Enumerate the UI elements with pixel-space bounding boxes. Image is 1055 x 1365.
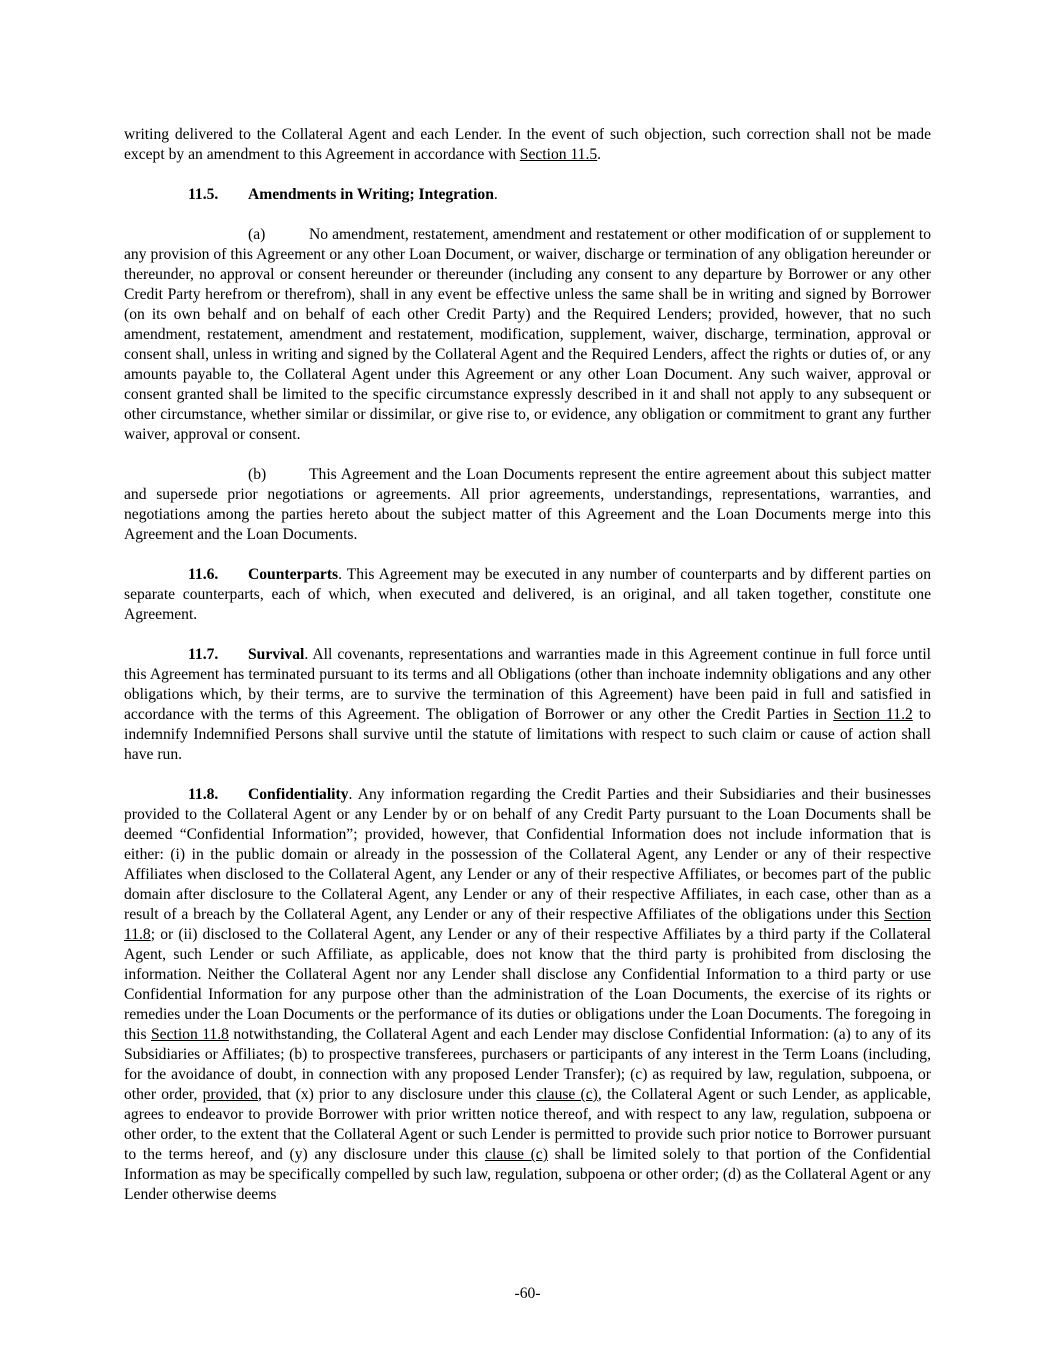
text: .: [493, 186, 498, 203]
text: writing delivered to the Collateral Agent and each Lender. In the event of such objection, such correction shall not be made except by an amendment to this Agreement in accordance with: [124, 126, 931, 163]
section-11-5-a-paragraph: [124, 225, 931, 445]
section-reference: Section 11.5: [519, 146, 598, 163]
section-reference: Section 11.8: [124, 906, 931, 943]
section-title: Confidentiality: [248, 786, 349, 803]
continuation-paragraph: [124, 125, 931, 165]
text: This Agreement and the Loan Documents represent the entire agreement about this subject matter and supersede prior negotiations or agreements. All prior agreements, understandings, representations, warranties, and negotiations among the parties hereto about the subject matter of this Agreement and the Loan Documents merge into this Agreement and the Loan Documents.: [124, 466, 931, 543]
section-title: Counterparts: [248, 566, 339, 583]
text: . Any information regarding the Credit Parties and their Subsidiaries and their businesses provided to the Collateral Agent or any Lender by or on behalf of any Credit Party pursuant to the Loan Documents shall be deemed “Confidential Information”; provided, however, that Confidential Information does not include information that is either: (i) in the public domain or already in the possession of the Collateral Agent, any Lender or any of their respective Affiliates when disclosed to the Collateral Agent, any Lender or any of their respective Affiliates, or becomes part of the public domain after disclosure to the Collateral Agent, any Lender or any of their respective Affiliates, in each case, other than as a result of a breach by the Collateral Agent, any Lender or any of their respective Affiliates of the obligations under this: [124, 786, 931, 923]
clause-reference: clause (c): [536, 1086, 598, 1103]
clause-reference: clause (c): [484, 1146, 548, 1163]
section-11-5-b-paragraph: [124, 465, 931, 545]
section-number: 11.7.: [188, 646, 219, 663]
text: . This Agreement may be executed in any number of counterparts and by different parties on separate counterparts, each of which, when executed and delivered, is an original, and all taken together, constitute one Agreement.: [124, 566, 931, 623]
text: , the Collateral Agent or such Lender, as applicable, agrees to endeavor to provide Borrower with prior written notice thereof, and with respect to any law, regulation, subpoena or other order, to the extent that the Collateral Agent or such Lender is permitted to provide such prior notice to Borrower pursuant to the terms hereof, and (y) any disclosure under this: [124, 1086, 931, 1163]
section-11-6-paragraph: [124, 565, 931, 625]
subsection-label: (a): [248, 226, 266, 243]
text: .: [597, 146, 602, 163]
page-number: -60-: [514, 1285, 541, 1302]
section-number: 11.6.: [188, 566, 219, 583]
section-number: 11.8.: [188, 786, 219, 803]
section-title: Survival: [248, 646, 305, 663]
text: ; or (ii) disclosed to the Collateral Agent, any Lender or any of their respective Affiliates by a third party if the Collateral Agent, such Lender or such Affiliate, as applicable, does not know that the third party is prohibited from disclosing the information. Neither the Collateral Agent nor any Lender shall disclose any Confidential Information to a third party or use Confidential Information for any purpose other than the administration of the Loan Documents, the exercise of its rights or remedies under the Loan Documents or the performance of its duties or obligations under the Loan Documents. The foregoing in this: [124, 926, 931, 1043]
section-reference: Section 11.8: [150, 1026, 229, 1043]
section-number: 11.5.: [188, 186, 219, 203]
subsection-label: (b): [248, 466, 267, 483]
underlined-term: provided: [202, 1086, 259, 1103]
section-11-5-heading: [124, 185, 931, 205]
text: No amendment, restatement, amendment and restatement or other modification of or supplement to any provision of this Agreement or any other Loan Document, or waiver, discharge or termination of any obligation hereunder or thereunder, no approval or consent hereunder or thereunder (including any consent to any departure by Borrower or any other Credit Party herefrom or therefrom), shall in any event be effective unless the same shall be in writing and signed by Borrower (on its own behalf and on behalf of each other Credit Party) and the Required Lenders; provided, however, that no such amendment, restatement, amendment and restatement, modification, supplement, waiver, discharge, termination, approval or consent shall, unless in writing and signed by the Collateral Agent and the Required Lenders, affect the rights or duties of, or any amounts payable to, the Collateral Agent under this Agreement or any other Loan Document. Any such waiver, approval or consent granted shall be limited to the specific circumstance expressly described in it and shall not apply to any subsequent or other circumstance, whether similar or dissimilar, or give rise to, or evidence, any obligation or commitment to grant any further waiver, approval or consent.: [124, 226, 931, 443]
text: to indemnify Indemnified Persons shall survive until the statute of limitations with respect to such claim or cause of action shall have run.: [124, 706, 932, 763]
section-11-7-paragraph: [124, 645, 931, 765]
text: notwithstanding, the Collateral Agent and each Lender may disclose Confidential Information: (a) to any of its Subsidiaries or Affiliates; (b) to prospective transferees, purchasers or participants of any interest in the Term Loans (including, for the avoidance of doubt, in connection with any proposed Lender Transfer); (c) as required by law, regulation, subpoena, or other order,: [124, 1026, 931, 1103]
text: . All covenants, representations and warranties made in this Agreement continue in full force until this Agreement has terminated pursuant to its terms and all Obligations (other than inchoate indemnity obligations and any other obligations which, by their terms, are to survive the termination of this Agreement) have been paid in full and satisfied in accordance with the terms of this Agreement. The obligation of Borrower or any other the Credit Parties in: [124, 646, 931, 723]
section-11-8-paragraph: [124, 785, 931, 1205]
document-body: [124, 125, 931, 1205]
section-reference: Section 11.2: [833, 706, 913, 723]
text: shall be limited solely to that portion of the Confidential Information as may be specifically compelled by such law, regulation, subpoena or other order; (d) as the Collateral Agent or any Lender otherwise deems: [124, 1146, 931, 1203]
text: , that (x) prior to any disclosure under this: [258, 1086, 537, 1103]
section-title: Amendments in Writing; Integration: [248, 186, 494, 203]
